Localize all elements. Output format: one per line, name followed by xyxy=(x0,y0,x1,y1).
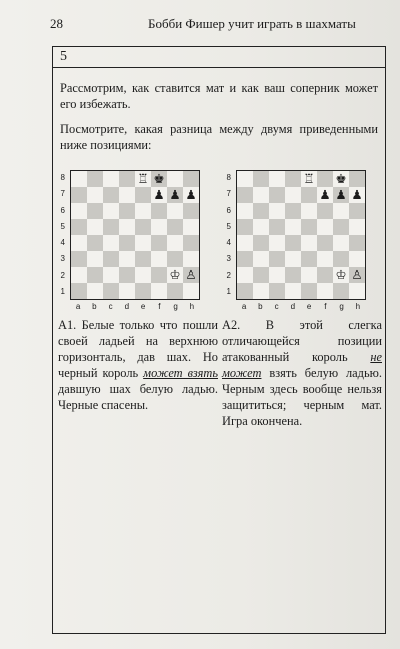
square-g1 xyxy=(167,283,183,299)
square-d7 xyxy=(285,187,301,203)
black-king-icon: ♚ xyxy=(335,170,347,186)
square-a3 xyxy=(71,251,87,267)
running-title: Бобби Фишер учит играть в шахматы xyxy=(148,16,356,31)
square-a7 xyxy=(71,187,87,203)
square-g2 xyxy=(167,267,183,283)
square-f5 xyxy=(151,219,167,235)
rank-label: 6 xyxy=(226,205,231,215)
square-c7 xyxy=(269,187,285,203)
file-label: e xyxy=(140,302,146,311)
square-f7 xyxy=(317,187,333,203)
square-c3 xyxy=(269,251,285,267)
square-c3 xyxy=(103,251,119,267)
rank-label: 2 xyxy=(60,270,65,280)
white-rook-icon: ♖ xyxy=(137,170,149,186)
chessboard xyxy=(236,170,366,300)
square-c7 xyxy=(103,187,119,203)
square-d3 xyxy=(285,251,301,267)
square-d6 xyxy=(119,203,135,219)
square-e8 xyxy=(301,171,317,187)
rank-label: 6 xyxy=(60,205,65,215)
square-g4 xyxy=(333,235,349,251)
emphasis-text: не может xyxy=(222,350,382,380)
square-g6 xyxy=(333,203,349,219)
square-f5 xyxy=(317,219,333,235)
square-h8 xyxy=(349,171,365,187)
square-a1 xyxy=(237,283,253,299)
file-label: a xyxy=(241,302,247,311)
rank-label: 2 xyxy=(226,270,231,280)
square-a4 xyxy=(237,235,253,251)
square-e2 xyxy=(301,267,317,283)
caption-text: А1. Белые только что пошли своей ладьей на верхнюю горизонталь, дав шах. Но черный король xyxy=(58,318,218,380)
rank-label: 3 xyxy=(60,254,65,264)
square-b1 xyxy=(87,283,103,299)
square-b7 xyxy=(253,187,269,203)
square-h2 xyxy=(183,267,199,283)
square-b8 xyxy=(253,171,269,187)
square-d4 xyxy=(285,235,301,251)
square-e2 xyxy=(135,267,151,283)
square-h5 xyxy=(349,219,365,235)
square-d8 xyxy=(119,171,135,187)
square-f8 xyxy=(151,171,167,187)
black-pawn-icon: ♟ xyxy=(169,186,181,202)
file-label: h xyxy=(189,302,195,311)
square-g6 xyxy=(167,203,183,219)
square-f3 xyxy=(151,251,167,267)
square-a5 xyxy=(71,219,87,235)
square-c4 xyxy=(103,235,119,251)
square-h7 xyxy=(183,187,199,203)
square-g4 xyxy=(167,235,183,251)
square-h2 xyxy=(349,267,365,283)
square-b2 xyxy=(253,267,269,283)
square-h8 xyxy=(183,171,199,187)
square-g2 xyxy=(333,267,349,283)
square-a6 xyxy=(71,203,87,219)
square-f2 xyxy=(317,267,333,283)
file-label: b xyxy=(258,302,263,311)
square-e7 xyxy=(135,187,151,203)
black-pawn-icon: ♟ xyxy=(351,186,363,202)
white-rook-icon: ♖ xyxy=(303,170,315,186)
square-d3 xyxy=(119,251,135,267)
square-h3 xyxy=(183,251,199,267)
square-b5 xyxy=(253,219,269,235)
square-c2 xyxy=(269,267,285,283)
square-d6 xyxy=(285,203,301,219)
caption-text: А2. В этой слегка отличающейся позиции атакованный король xyxy=(222,318,382,364)
square-b5 xyxy=(87,219,103,235)
rank-label: 7 xyxy=(60,189,65,199)
square-e7 xyxy=(301,187,317,203)
file-label: f xyxy=(158,302,161,311)
square-c4 xyxy=(269,235,285,251)
caption-text: давшую шах белую ладью. Черные спасены. xyxy=(58,382,218,412)
square-d1 xyxy=(119,283,135,299)
square-f8 xyxy=(317,171,333,187)
square-h5 xyxy=(183,219,199,235)
square-d1 xyxy=(285,283,301,299)
square-d7 xyxy=(119,187,135,203)
square-a7 xyxy=(237,187,253,203)
square-h1 xyxy=(183,283,199,299)
rank-labels xyxy=(56,170,68,300)
square-c1 xyxy=(103,283,119,299)
lesson-number: 5 xyxy=(60,49,67,64)
square-e4 xyxy=(135,235,151,251)
intro-paragraph: Рассмотрим, как ставится мат и как ваш соперник может его избежать. xyxy=(60,81,378,111)
square-c5 xyxy=(269,219,285,235)
file-label: e xyxy=(306,302,312,311)
square-b7 xyxy=(87,187,103,203)
file-label: g xyxy=(173,302,178,311)
square-c5 xyxy=(103,219,119,235)
square-b6 xyxy=(87,203,103,219)
black-pawn-icon: ♟ xyxy=(185,186,197,202)
square-a2 xyxy=(237,267,253,283)
file-labels xyxy=(70,302,200,311)
square-f2 xyxy=(151,267,167,283)
page-number: 28 xyxy=(50,16,63,31)
square-b4 xyxy=(87,235,103,251)
square-b1 xyxy=(253,283,269,299)
file-label: c xyxy=(108,302,113,311)
square-c8 xyxy=(269,171,285,187)
square-g7 xyxy=(167,187,183,203)
square-h6 xyxy=(183,203,199,219)
question-paragraph: Посмотрите, какая разница между двумя приведенными ниже позициями: xyxy=(60,122,378,152)
square-a4 xyxy=(71,235,87,251)
square-b4 xyxy=(253,235,269,251)
file-labels xyxy=(236,302,366,311)
chessboard xyxy=(70,170,200,300)
square-b3 xyxy=(253,251,269,267)
square-h3 xyxy=(349,251,365,267)
square-d5 xyxy=(285,219,301,235)
square-a8 xyxy=(237,171,253,187)
square-d2 xyxy=(285,267,301,283)
square-a5 xyxy=(237,219,253,235)
rank-label: 1 xyxy=(60,287,65,297)
rank-label: 3 xyxy=(226,254,231,264)
emphasis-text: может взять xyxy=(143,366,219,380)
rank-label: 5 xyxy=(60,221,65,231)
black-pawn-icon: ♟ xyxy=(153,186,165,202)
square-a1 xyxy=(71,283,87,299)
white-king-icon: ♔ xyxy=(169,266,181,282)
square-b2 xyxy=(87,267,103,283)
file-label: f xyxy=(324,302,327,311)
square-e8 xyxy=(135,171,151,187)
square-f3 xyxy=(317,251,333,267)
square-h7 xyxy=(349,187,365,203)
square-c8 xyxy=(103,171,119,187)
square-f6 xyxy=(317,203,333,219)
file-label: d xyxy=(124,302,130,311)
square-e3 xyxy=(301,251,317,267)
square-e1 xyxy=(301,283,317,299)
square-f1 xyxy=(317,283,333,299)
square-e6 xyxy=(301,203,317,219)
square-h4 xyxy=(349,235,365,251)
rank-labels xyxy=(222,170,234,300)
square-c6 xyxy=(269,203,285,219)
white-pawn-icon: ♙ xyxy=(185,266,197,282)
square-d4 xyxy=(119,235,135,251)
square-c1 xyxy=(269,283,285,299)
file-label: g xyxy=(339,302,344,311)
rank-label: 4 xyxy=(60,238,65,248)
file-label: b xyxy=(92,302,97,311)
square-g3 xyxy=(167,251,183,267)
square-h6 xyxy=(349,203,365,219)
file-label: h xyxy=(355,302,361,311)
file-label: d xyxy=(290,302,296,311)
square-h4 xyxy=(183,235,199,251)
square-e3 xyxy=(135,251,151,267)
square-f1 xyxy=(151,283,167,299)
square-e5 xyxy=(301,219,317,235)
square-c6 xyxy=(103,203,119,219)
caption-text: взять белую ладью. Черным здесь вообще нельзя защититься; черным мат. Игра окончена. xyxy=(222,366,382,428)
square-e4 xyxy=(301,235,317,251)
file-label: a xyxy=(75,302,81,311)
square-g5 xyxy=(333,219,349,235)
square-g7 xyxy=(333,187,349,203)
black-pawn-icon: ♟ xyxy=(335,186,347,202)
square-e1 xyxy=(135,283,151,299)
square-e5 xyxy=(135,219,151,235)
rank-label: 1 xyxy=(226,287,231,297)
square-g8 xyxy=(333,171,349,187)
square-f6 xyxy=(151,203,167,219)
square-f7 xyxy=(151,187,167,203)
square-b8 xyxy=(87,171,103,187)
black-king-icon: ♚ xyxy=(153,170,165,186)
square-f4 xyxy=(317,235,333,251)
square-g5 xyxy=(167,219,183,235)
white-king-icon: ♔ xyxy=(335,266,347,282)
square-d8 xyxy=(285,171,301,187)
square-b6 xyxy=(253,203,269,219)
rank-label: 8 xyxy=(226,173,231,182)
black-pawn-icon: ♟ xyxy=(319,186,331,202)
file-label: c xyxy=(274,302,279,311)
square-h1 xyxy=(349,283,365,299)
square-g8 xyxy=(167,171,183,187)
square-g3 xyxy=(333,251,349,267)
square-a2 xyxy=(71,267,87,283)
square-d2 xyxy=(119,267,135,283)
square-f4 xyxy=(151,235,167,251)
caption-a1 xyxy=(58,317,218,413)
rank-label: 8 xyxy=(60,173,65,182)
lesson-number-cell xyxy=(52,46,386,68)
square-g1 xyxy=(333,283,349,299)
square-d5 xyxy=(119,219,135,235)
square-e6 xyxy=(135,203,151,219)
white-pawn-icon: ♙ xyxy=(351,266,363,282)
square-b3 xyxy=(87,251,103,267)
square-a3 xyxy=(237,251,253,267)
caption-a2 xyxy=(222,317,382,429)
square-a8 xyxy=(71,171,87,187)
rank-label: 7 xyxy=(226,189,231,199)
rank-label: 5 xyxy=(226,221,231,231)
rank-label: 4 xyxy=(226,238,231,248)
square-c2 xyxy=(103,267,119,283)
square-a6 xyxy=(237,203,253,219)
